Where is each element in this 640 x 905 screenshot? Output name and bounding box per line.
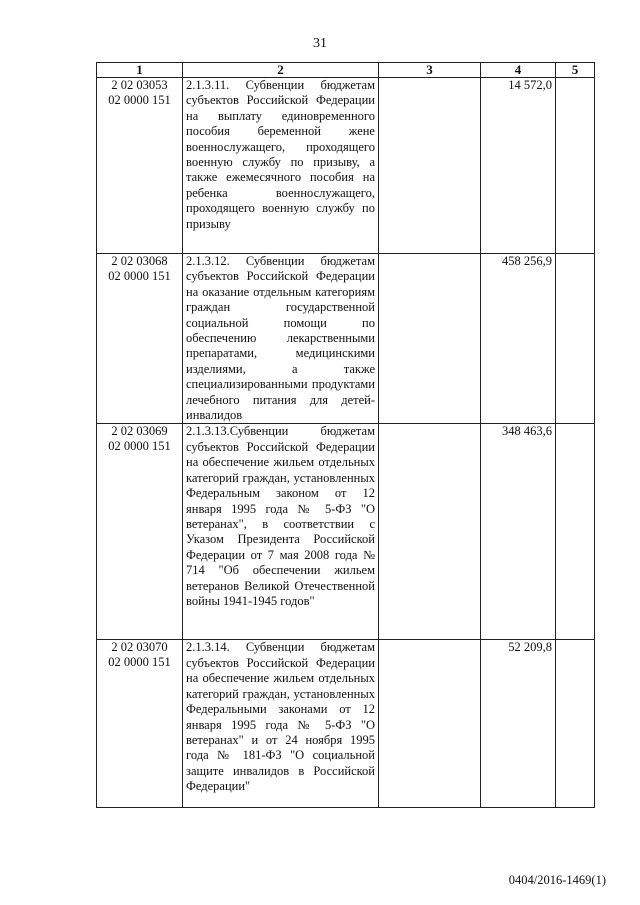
table-row xyxy=(97,640,595,808)
column-header-4: 4 xyxy=(481,63,556,78)
description-cell: 2.1.3.12. Субвенции бюджетам субъектов Российской Федерации на оказание отдельным категориям граждан государственной социальной помощи по обеспечению лекарственными препаратами, медицинскими изделиями, а также специализированными продуктами лечебного питания для детей-инвалидов xyxy=(183,254,379,424)
amount-cell: 52 209,8 xyxy=(481,640,556,808)
description-cell: 2.1.3.13.Субвенции бюджетам субъектов Российской Федерации на обеспечение жильем отдельных категорий граждан, установленных Федеральным законом от 12 января 1995 года № 5-ФЗ "О ветеранах", в соответствии с Указом Президента Российской Федерации от 7 мая 2008 года № 714 "Об обеспечении жильем ветеранов Великой Отечественной войны 1941-1945 годов" xyxy=(183,424,379,640)
budget-code-cell xyxy=(97,78,183,254)
budget-code-line: 02 0000 151 xyxy=(108,655,171,670)
budget-code-line: 02 0000 151 xyxy=(108,93,171,107)
budget-code-line: 02 0000 151 xyxy=(108,269,171,283)
column-header-3: 3 xyxy=(379,63,481,78)
budget-code-line: 2 02 03070 xyxy=(111,640,168,655)
budget-code-line: 2 02 03068 xyxy=(111,254,168,268)
budget-code-cell xyxy=(97,424,183,640)
table-row xyxy=(97,424,595,640)
description-cell: 2.1.3.14. Субвенции бюджетам субъектов Российской Федерации на обеспечение жильем отдельных категорий граждан, установленных Федеральными законами от 12 января 1995 года № 5-ФЗ "О ветеранах" и от 24 ноября 1995 года № 181-ФЗ "О социальной защите инвалидов в Российской Федерации" xyxy=(183,640,379,808)
amount-cell: 458 256,9 xyxy=(481,254,556,424)
column-header-1: 1 xyxy=(97,63,183,78)
column-3-cell xyxy=(379,78,481,254)
page-number: 31 xyxy=(313,36,327,51)
column-header-5: 5 xyxy=(556,63,595,78)
description-cell: 2.1.3.11. Субвенции бюджетам субъектов Российской Федерации на выплату единовременного пособия беременной жене военнослужащего, проходящего военную службу по призыву, а также ежемесячного пособия на ребенка военнослужащего, проходящего военную службу по призыву xyxy=(183,78,379,254)
column-5-cell xyxy=(556,254,595,424)
document-reference-code: 0404/2016-1469(1) xyxy=(508,873,606,887)
column-header-2: 2 xyxy=(183,63,379,78)
column-5-cell xyxy=(556,78,595,254)
budget-code-cell xyxy=(97,640,183,808)
budget-code-line: 2 02 03053 xyxy=(111,78,168,92)
column-3-cell xyxy=(379,424,481,640)
budget-code-line: 02 0000 151 xyxy=(108,439,171,454)
amount-cell: 14 572,0 xyxy=(481,78,556,254)
column-3-cell xyxy=(379,254,481,424)
budget-code-line: 2 02 03069 xyxy=(111,424,168,439)
table-row xyxy=(97,78,595,254)
column-5-cell xyxy=(556,424,595,640)
table-header-row xyxy=(97,63,595,78)
budget-table xyxy=(96,62,595,808)
budget-code-cell xyxy=(97,254,183,424)
amount-cell: 348 463,6 xyxy=(481,424,556,640)
column-5-cell xyxy=(556,640,595,808)
column-3-cell xyxy=(379,640,481,808)
table-row xyxy=(97,254,595,424)
